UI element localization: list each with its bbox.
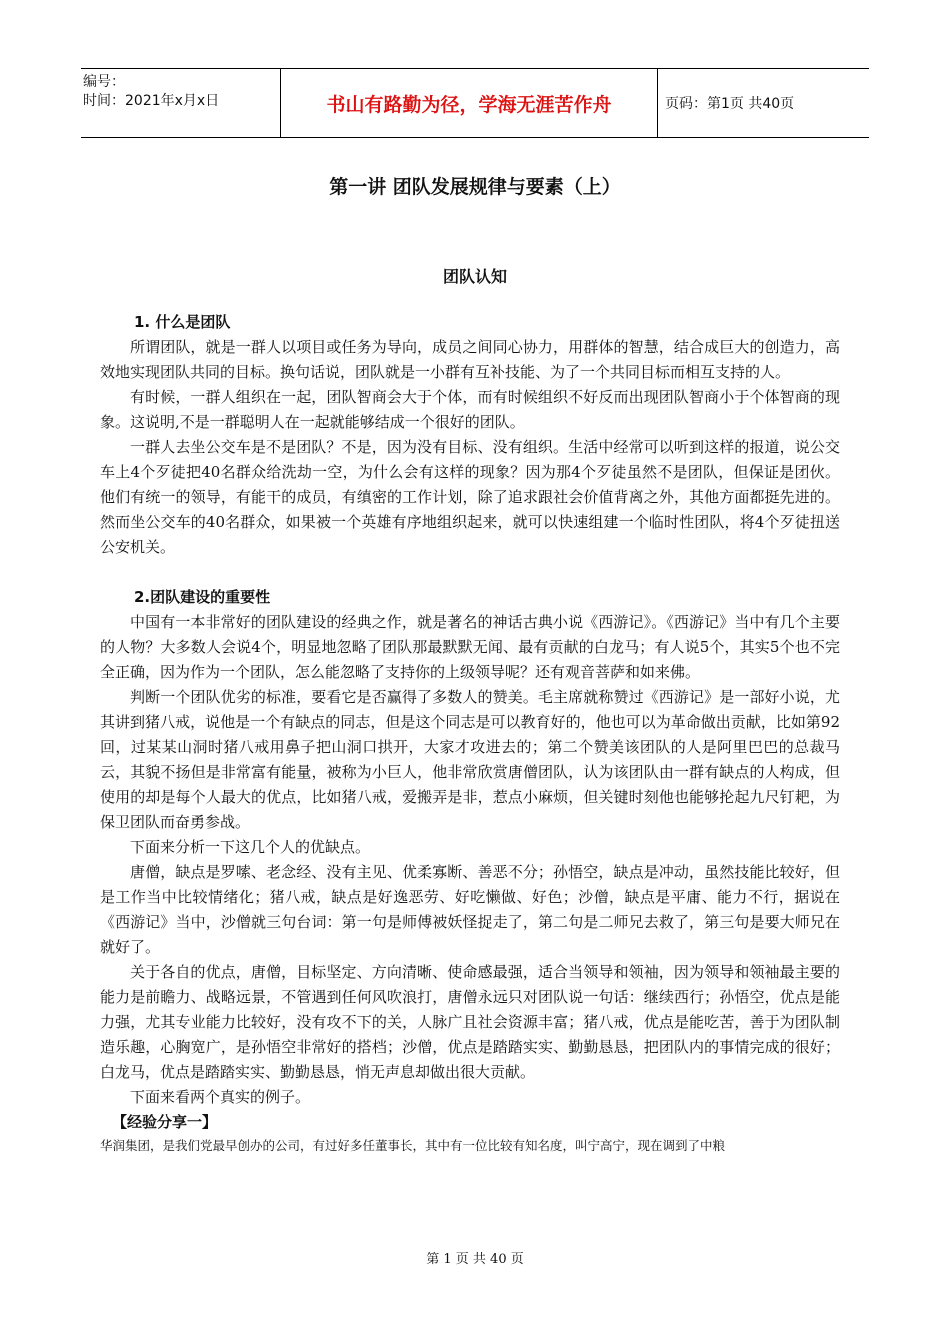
paragraph: 有时候，一群人组织在一起，团队智商会大于个体，而有时候组织不好反而出现团队智商小于个体智商的现象。这说明,不是一群聪明人在一起就能够结成一个很好的团队。 <box>100 388 840 431</box>
experience-label: 【经验分享一】 <box>112 1113 218 1131</box>
document-header <box>81 68 869 138</box>
header-date-label: 时间：2021年x月x日 <box>83 93 220 109</box>
experience-text: 华润集团，是我们党最早创办的公司，有过好多任董事长，其中有一位比较有知名度，叫宁高宁，现在调到了中粮 <box>100 1138 726 1153</box>
header-meta <box>81 69 281 137</box>
header-motto: 书山有路勤为径，学海无涯苦作舟 <box>281 69 658 137</box>
document-body <box>100 310 840 1157</box>
section-heading-2: 2.团队建设的重要性 <box>134 588 271 606</box>
paragraph: 关于各自的优点，唐僧，目标坚定、方向清晰、使命感最强，适合当领导和领袖，因为领导和领袖最主要的能力是前瞻力、战略远景，不管遇到任何风吹浪打，唐僧永远只对团队说一句话：继续西行；孙悟空，优点是能力强，尤其专业能力比较好，没有攻不下的关，人脉广且社会资源丰富；猪八戒，优点是能吃苦，善于为团队制造乐趣，心胸宽广，是孙悟空非常好的搭档；沙僧，优点是踏踏实实、勤勤恳恳，把团队内的事情完成的很好；白龙马，优点是踏踏实实、勤勤恳恳，悄无声息却做出很大贡献。 <box>100 963 840 1081</box>
header-page-info: 页码：第1页 共40页 <box>665 96 795 112</box>
paragraph: 中国有一本非常好的团队建设的经典之作，就是著名的神话古典小说《西游记》。《西游记》当中有几个主要的人物？大多数人会说4个，明显地忽略了团队那最默默无闻、最有贡献的白龙马；有人说5个，其实5个也不完全正确，因为作为一个团队，怎么能忽略了支持你的上级领导呢？还有观音菩萨和如来佛。 <box>100 613 840 681</box>
paragraph: 一群人去坐公交车是不是团队？不是，因为没有目标、没有组织。生活中经常可以听到这样的报道，说公交车上4个歹徒把40名群众给洗劫一空，为什么会有这样的现象？因为那4个歹徒虽然不是团队，但保证是团伙。他们有统一的领导，有能干的成员，有缜密的工作计划，除了追求跟社会价值背离之外，其他方面都挺先进的。然而坐公交车的40名群众，如果被一个英雄有序地组织起来，就可以快速组建一个临时性团队，将4个歹徒扭送公安机关。 <box>100 438 840 556</box>
section-heading-1: 1. 什么是团队 <box>134 313 231 331</box>
paragraph: 下面来看两个真实的例子。 <box>130 1088 311 1106</box>
page-footer: 第 1 页 共 40 页 <box>426 1252 524 1267</box>
paragraph: 判断一个团队优劣的标准，要看它是否赢得了多数人的赞美。毛主席就称赞过《西游记》是一部好小说，尤其讲到猪八戒，说他是一个有缺点的同志，但是这个同志是可以教育好的，他也可以为革命做出贡献，比如第92回，过某某山洞时猪八戒用鼻子把山洞口拱开，大家才攻进去的；第二个赞美该团队的人是阿里巴巴的总裁马云，其貌不扬但是非常富有能量，被称为小巨人，他非常欣赏唐僧团队，认为该团队由一群有缺点的人构成，但使用的却是每个人最大的优点，比如猪八戒，爱搬弄是非，惹点小麻烦，但关键时刻他也能够抡起九尺钉耙，为保卫团队而奋勇参战。 <box>100 688 840 831</box>
paragraph: 下面来分析一下这几个人的优缺点。 <box>130 838 371 856</box>
paragraph: 唐僧，缺点是罗嗦、老念经、没有主见、优柔寡断、善恶不分；孙悟空，缺点是冲动，虽然技能比较好，但是工作当中比较情绪化；猪八戒，缺点是好逸恶劳、好吃懒做、好色；沙僧，缺点是平庸、能力不行，据说在《西游记》当中，沙僧就三句台词：第一句是师傅被妖怪捉走了，第二句是二师兄去救了，第三句是要大师兄在就好了。 <box>100 863 840 956</box>
main-title: 第一讲 团队发展规律与要素（上） <box>329 176 621 198</box>
section-title: 团队认知 <box>442 267 507 286</box>
paragraph: 所谓团队，就是一群人以项目或任务为导向，成员之间同心协力，用群体的智慧，结合成巨大的创造力，高效地实现团队共同的目标。换句话说，团队就是一小群有互补技能、为了一个共同目标而相互支持的人。 <box>100 338 840 381</box>
header-number-label: 编号： <box>83 74 125 90</box>
